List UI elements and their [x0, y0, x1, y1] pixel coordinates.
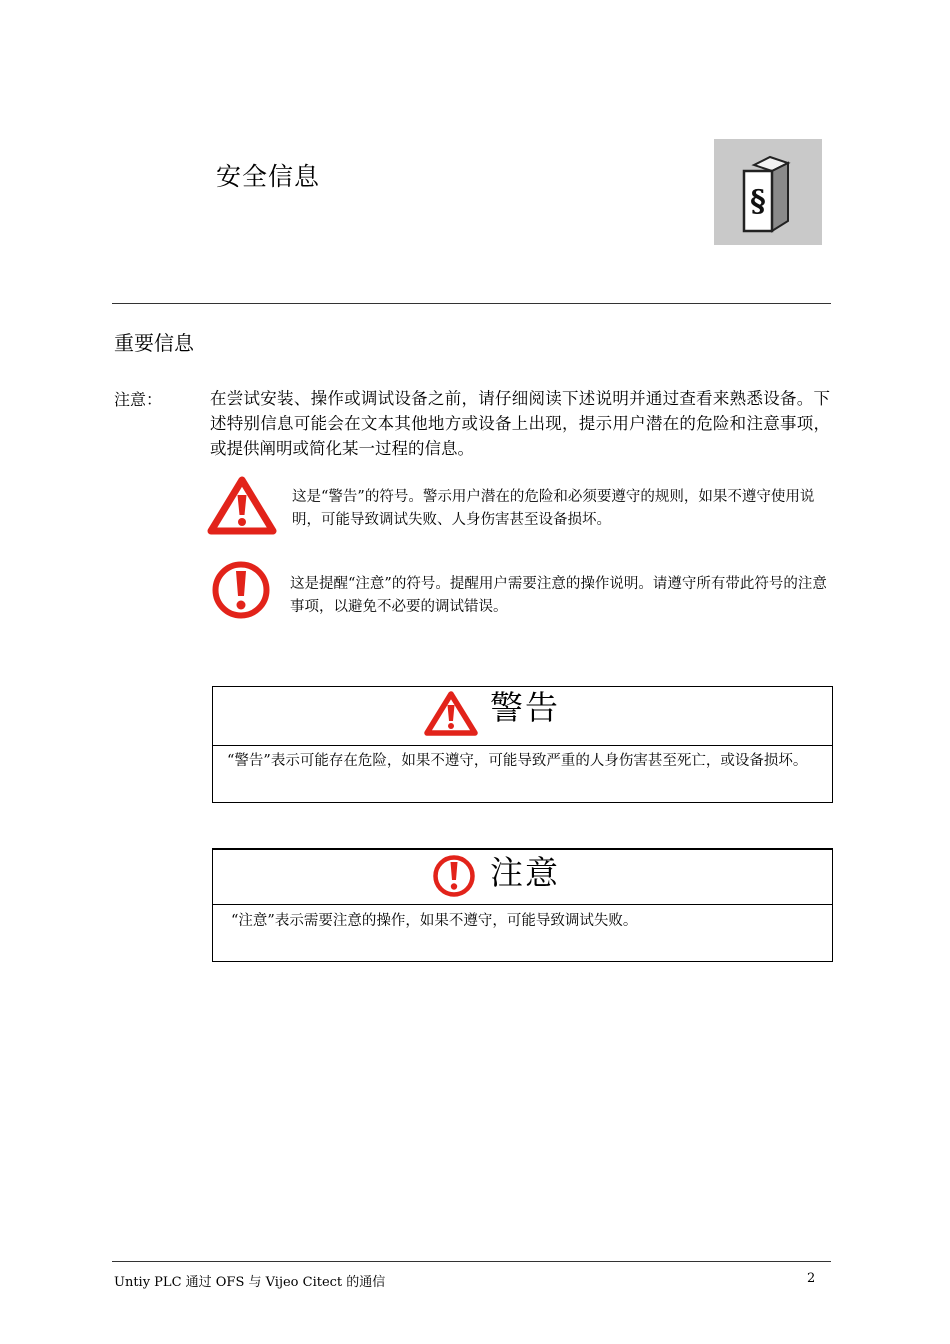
caution-circle-icon	[432, 854, 476, 902]
warning-box-body: “警告”表示可能存在危险，如果不遵守，可能导致严重的人身伤害甚至死亡，或设备损坏。	[227, 753, 808, 769]
caution-box-header	[213, 850, 832, 905]
svg-text:§: §	[750, 184, 766, 219]
warning-box	[212, 686, 833, 803]
warning-triangle-icon	[207, 475, 277, 535]
warning-box-header	[213, 687, 832, 746]
warning-triangle-icon	[424, 690, 478, 740]
page-title: 安全信息	[216, 162, 321, 191]
warning-symbol-description: 这是“警告”的符号。警示用户潜在的危险和必须要遵守的规则，如果不遵守使用说明，可能导致调试失败、人身伤害甚至设备损坏。	[292, 489, 815, 528]
book-section-icon	[714, 139, 822, 245]
caution-circle-icon	[211, 560, 271, 620]
footer-document-title: Untiy PLC 通过 OFS 与 Vijeo Citect 的通信	[114, 1275, 386, 1290]
caution-box-body: “注意”表示需要注意的操作，如果不遵守，可能导致调试失败。	[231, 913, 638, 929]
page-number: 2	[807, 1271, 816, 1286]
top-divider	[112, 303, 831, 304]
caution-symbol-description: 这是提醒“注意”的符号。提醒用户需要注意的操作说明。请遵守所有带此符号的注意事项，以避免不必要的调试错误。	[290, 576, 827, 615]
note-body: 在尝试安装、操作或调试设备之前，请仔细阅读下述说明并通过查看来熟悉设备。下述特别信息可能会在文本其他地方或设备上出现，提示用户潜在的危险和注意事项，或提供阐明或简化某一过程的信息。	[210, 389, 830, 458]
note-label: 注意：	[114, 390, 163, 409]
caution-box	[212, 848, 833, 962]
warning-box-title: 警告	[490, 688, 560, 727]
section-title: 重要信息	[114, 331, 194, 355]
caution-box-title: 注意	[490, 853, 560, 892]
footer-divider	[112, 1261, 831, 1262]
